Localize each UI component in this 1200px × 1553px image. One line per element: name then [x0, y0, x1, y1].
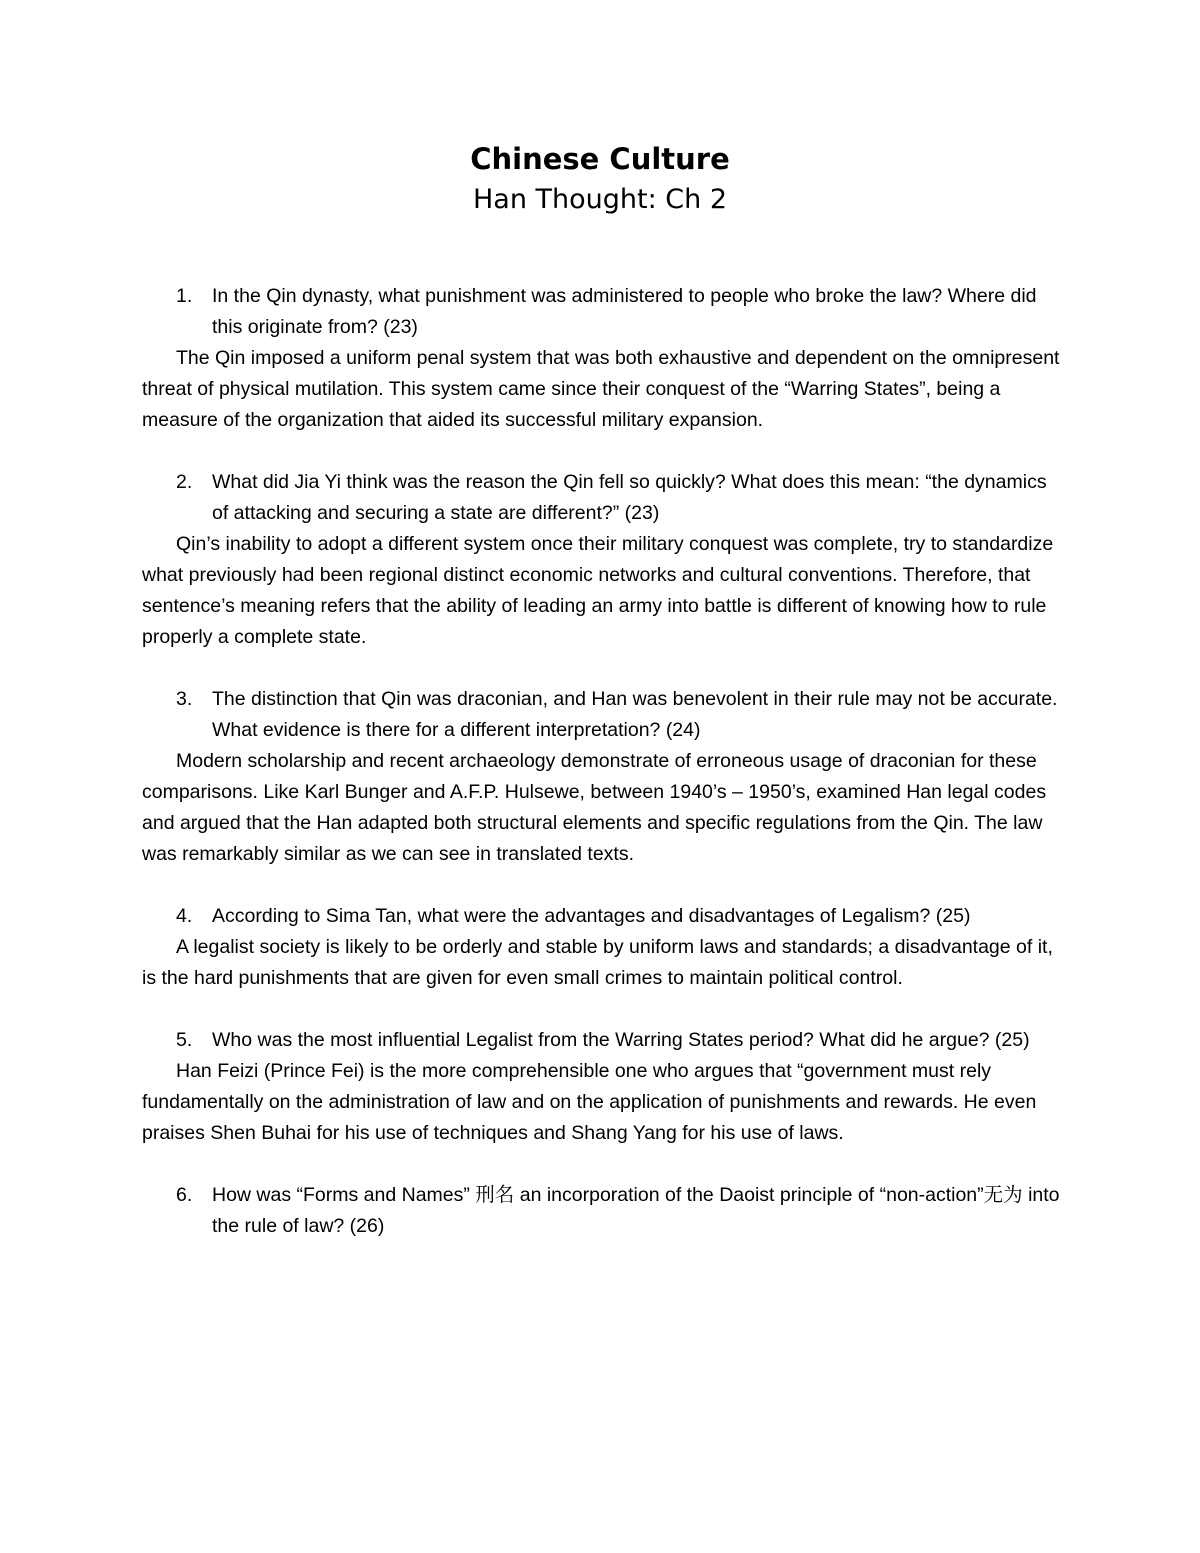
answer-text: A legalist society is likely to be orderly and stable by uniform laws and standards; a disadvantage of it, is the hard punishments that are given for even small crimes to maintain political control.	[142, 936, 1053, 989]
answer-text: Qin’s inability to adopt a different system once their military conquest was complete, try to standardize what previously had been regional distinct economic networks and cultural conventions. Therefore, that sentence’s meaning refers that the ability of leading an army into battle is different of knowing how to rule properly a complete state.	[142, 533, 1054, 648]
answer-text: The Qin imposed a uniform penal system that was both exhaustive and dependent on the omnipresent threat of physical mutilation. This system came since their conquest of the “Warring States”, being a measure of the organization that aided its successful military expansion.	[142, 347, 1060, 431]
spacer	[142, 436, 1062, 467]
document-title: Chinese Culture	[470, 142, 730, 176]
answer-text: Han Feizi (Prince Fei) is the more comprehensible one who argues that “government must rely fundamentally on the administration of law and on the application of punishments and rewards. He even praises Shen Buhai for his use of techniques and Shang Yang for his use of laws.	[142, 1060, 1037, 1144]
spacer	[142, 1149, 1062, 1180]
question-number: 6.	[176, 1184, 193, 1206]
question-number: 1.	[176, 285, 193, 307]
question-text: How was “Forms and Names” 刑名 an incorporation of the Daoist principle of “non-action”无为 into the rule of law? (26)	[212, 1184, 1060, 1237]
question	[142, 684, 1062, 746]
question-number: 2.	[176, 471, 193, 493]
question-text: Who was the most influential Legalist from the Warring States period? What did he argue? (25)	[212, 1029, 1030, 1051]
list-item	[142, 281, 1062, 436]
question-list	[142, 281, 1062, 1242]
question	[142, 1025, 1062, 1056]
question-text: The distinction that Qin was draconian, and Han was benevolent in their rule may not be accurate. What evidence is there for a different interpretation? (24)	[212, 688, 1058, 741]
question	[142, 1180, 1062, 1242]
spacer	[142, 653, 1062, 684]
list-item	[142, 1025, 1062, 1149]
answer-text: Modern scholarship and recent archaeology demonstrate of erroneous usage of draconian for these comparisons. Like Karl Bunger and A.F.P. Hulsewe, between 1940’s – 1950’s, examined Han legal codes and argued that the Han adapted both structural elements and specific regulations from the Qin. The law was remarkably similar as we can see in translated texts.	[142, 750, 1047, 865]
list-item	[142, 684, 1062, 870]
question-text: According to Sima Tan, what were the advantages and disadvantages of Legalism? (25)	[212, 905, 971, 927]
question	[142, 467, 1062, 529]
spacer	[142, 994, 1062, 1025]
question-text: What did Jia Yi think was the reason the Qin fell so quickly? What does this mean: “the dynamics of attacking and securing a state are different?” (23)	[212, 471, 1047, 524]
question-text: In the Qin dynasty, what punishment was administered to people who broke the law? Where did this originate from? (23)	[212, 285, 1037, 338]
list-item	[142, 901, 1062, 994]
question	[142, 901, 1062, 932]
question-number: 5.	[176, 1029, 193, 1051]
document-subtitle: Han Thought: Ch 2	[472, 184, 728, 215]
question-number: 4.	[176, 905, 193, 927]
spacer	[142, 870, 1062, 901]
question	[142, 281, 1062, 343]
list-item	[142, 1180, 1062, 1242]
question-number: 3.	[176, 688, 193, 710]
list-item	[142, 467, 1062, 653]
